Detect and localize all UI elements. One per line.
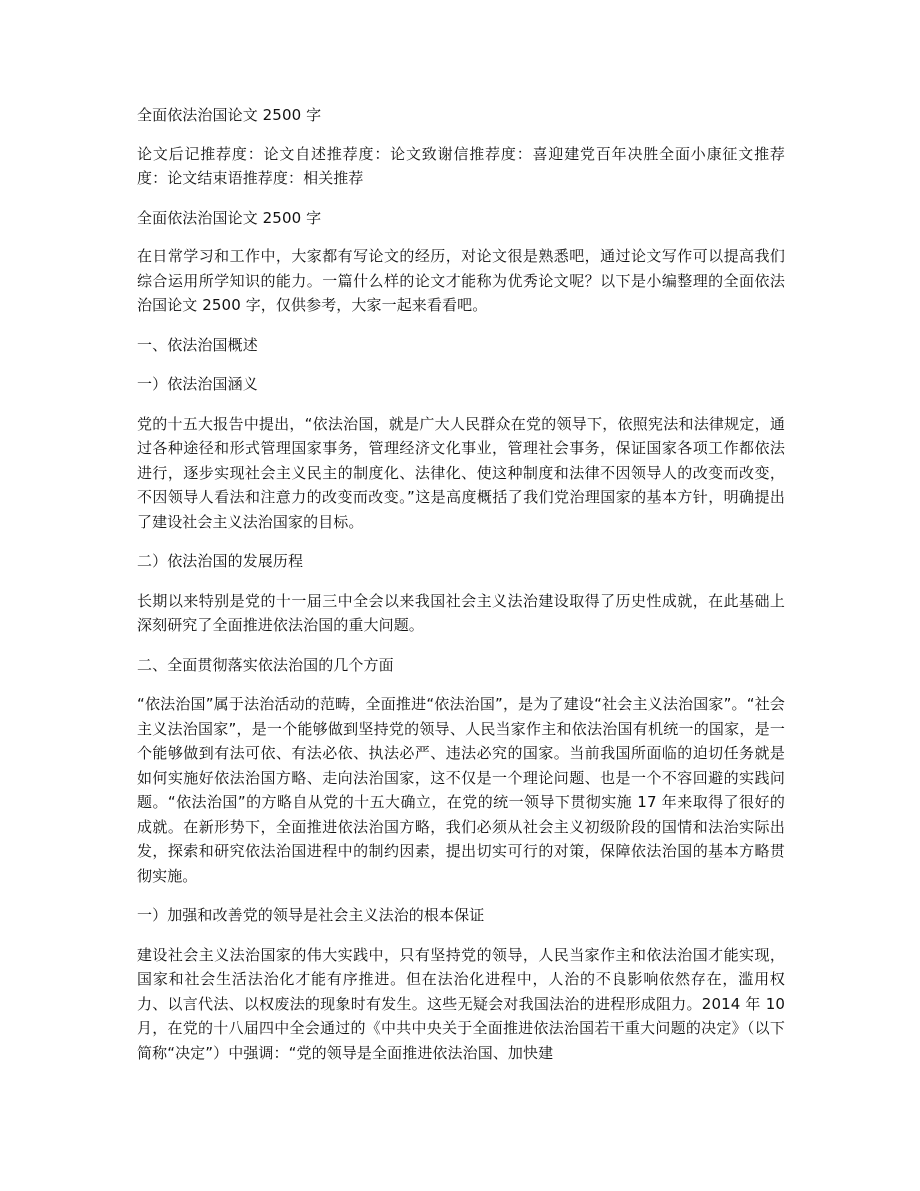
body-paragraph: 建设社会主义法治国家的伟大实践中，只有坚持党的领导，人民当家作主和依法治国才能实现，国家和社会生活法治化才能有序推进。但在法治化进程中，人治的不良影响依然存在，滥用权力、以言代法、以权废法的现象时有发生。这些无疑会对我国法治的进程形成阻力。2014 年 10 月，在党的十八届四中全会通过的《中共中央关于全面推进依法治国若干重大问题的决定》（以下简称“决定”）中强调：“党的领导是全面推进依法治国、加快建: [137, 945, 785, 1062]
body-paragraph: 党的十五大报告中提出，“依法治国，就是广大人民群众在党的领导下，依照宪法和法律规定，通过各种途径和形式管理国家事务，管理经济文化事业，管理社会事务，保证国家各项工作都依法进行，逐步实现社会主义民主的制度化、法律化、使这种制度和法律不因领导人的改变而改变，不因领导人看法和注意力的改变而改变。”这是高度概括了我们党治理国家的基本方针，明确提出了建设社会主义法治国家的目标。: [137, 414, 785, 531]
document-body: [137, 103, 785, 1080]
subsection-heading: 一）加强和改善党的领导是社会主义法治的根本保证: [137, 906, 485, 924]
subsection-heading: 一）依法治国涵义: [137, 375, 258, 393]
subsection-heading: 二）依法治国的发展历程: [137, 552, 304, 570]
recommend-line: 论文后记推荐度：论文自述推荐度：论文致谢信推荐度：喜迎建党百年决胜全面小康征文推荐度：论文结束语推荐度：相关推荐: [137, 144, 785, 187]
intro-paragraph: 在日常学习和工作中，大家都有写论文的经历，对论文很是熟悉吧，通过论文写作可以提高我们综合运用所学知识的能力。一篇什么样的论文才能称为优秀论文呢？以下是小编整理的全面依法治国论文 2500 字，仅供参考，大家一起来看看吧。: [137, 247, 785, 314]
document-subtitle: 全面依法治国论文 2500 字: [137, 208, 322, 227]
section-heading: 二、全面贯彻落实依法治国的几个方面: [137, 655, 394, 674]
document-title: 全面依法治国论文 2500 字: [137, 106, 322, 124]
body-paragraph: 长期以来特别是党的十一届三中全会以来我国社会主义法治建设取得了历史性成就，在此基础上深刻研究了全面推进依法治国的重大问题。: [137, 591, 785, 634]
section-heading: 一、依法治国概述: [137, 335, 258, 354]
body-paragraph: “依法治国”属于法治活动的范畴，全面推进“依法治国”，是为了建设“社会主义法治国家”。“社会主义法治国家”，是一个能够做到坚持党的领导、人民当家作主和依法治国有机统一的国家，是一个能够做到有法可依、有法必依、执法必严、违法必究的国家。当前我国所面临的迫切任务就是如何实施好依法治国方略、走向法治国家，这不仅是一个理论问题、也是一个不容回避的实践问题。“依法治国”的方略自从党的十五大确立，在党的统一领导下贯彻实施 17 年来取得了很好的成就。在新形势下，全面推进依法治国方略，我们必须从社会主义初级阶段的国情和法治实际出发，探索和研究依法治国进程中的制约因素，提出切实可行的对策，保障依法治国的基本方略贯彻实施。: [137, 695, 785, 885]
